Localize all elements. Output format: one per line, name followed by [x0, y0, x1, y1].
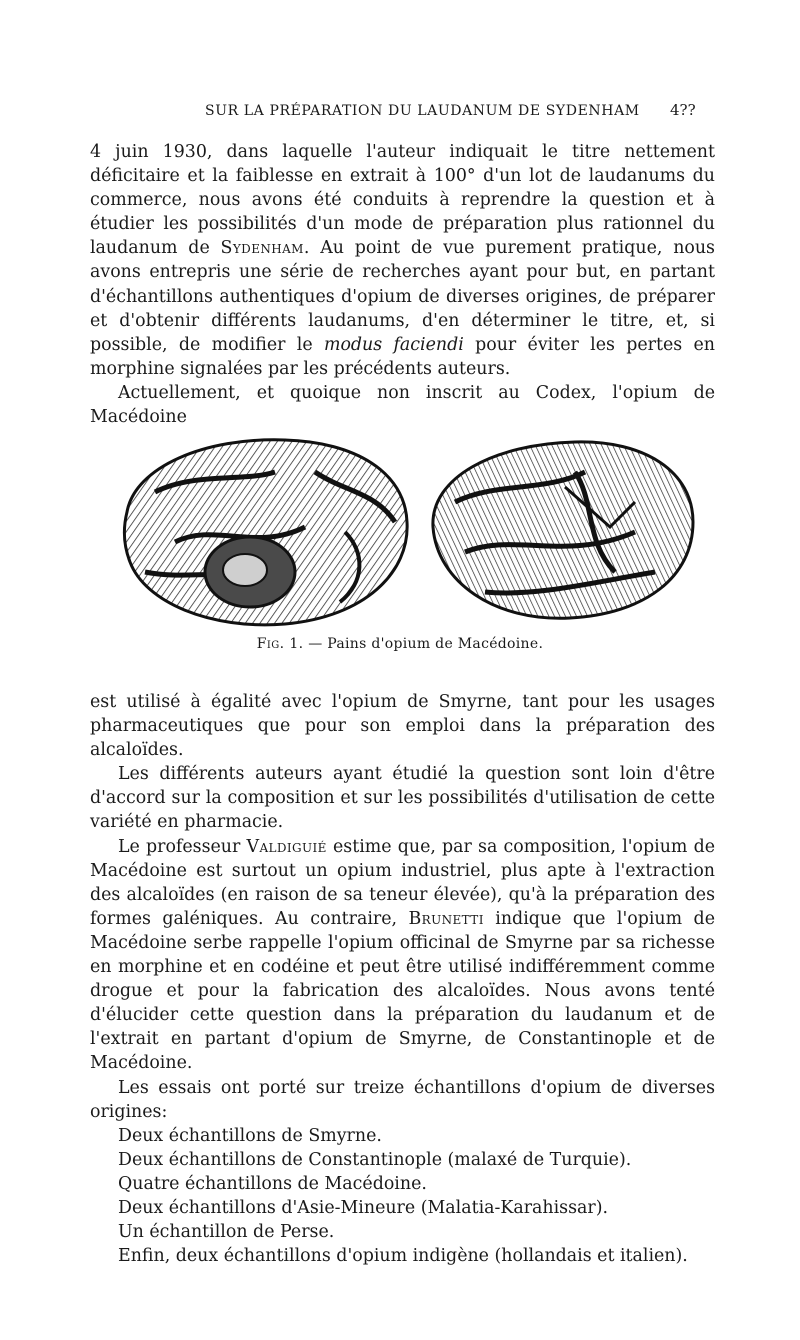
- right-opium-loaf: [433, 442, 693, 618]
- author-valdiguie: Valdiguié: [246, 836, 327, 857]
- figure-caption-text: Pains d'opium de Macédoine.: [327, 636, 544, 652]
- figure-caption-dash: —: [303, 636, 328, 652]
- paragraph-6: Les essais ont porté sur treize échantillons d'opium de diverses origines:: [90, 1077, 715, 1122]
- text-block-top: [90, 140, 715, 429]
- sample-item: Deux échantillons d'Asie-Mineure (Malatia-Karahissar).: [118, 1197, 609, 1218]
- paragraph-5-text-c: indique que l'opium de Macédoine serbe rappelle l'opium officinal de Smyrne par sa richesse en morphine et en codéine et peut être utilisé indifféremment comme drogue et pour la fabrication des alcaloïdes. Nous avons tenté d'élucider cette question dans la préparation du laudanum et de l'extrait en partant d'opium de Smyrne, de Constantinople et de Macédoine.: [90, 908, 715, 1074]
- sample-item: Quatre échantillons de Macédoine.: [118, 1173, 427, 1194]
- paragraph-2: Actuellement, et quoique non inscrit au Codex, l'opium de Macédoine: [90, 382, 715, 428]
- modus-faciendi: modus faciendi: [323, 334, 464, 355]
- page-number: 4??: [670, 101, 696, 119]
- running-head: SUR LA PRÉPARATION DU LAUDANUM DE SYDENHAM: [205, 103, 640, 119]
- paragraph-1-text-b: . Au point de vue purement pratique, nous avons entrepris une série de recherches ayant pour but, en partant d'échantillons authentiques d'opium de diverses origines, de préparer et d'obtenir différents laudanums, d'en déterminer le titre, et, si possible, de modifier le: [90, 238, 715, 355]
- paragraph-5-text-a: Le professeur: [118, 836, 247, 857]
- sample-item: Enfin, deux échantillons d'opium indigène (hollandais et italien).: [118, 1246, 688, 1267]
- paragraph-3: est utilisé à égalité avec l'opium de Smyrne, tant pour les usages pharmaceutiques que pour son emploi dans la préparation des alcaloïdes.: [90, 692, 715, 761]
- sample-item: Un échantillon de Perse.: [118, 1222, 335, 1243]
- paragraph-1-text-c: pour éviter les pertes en morphine signalées par les précédents auteurs.: [90, 334, 715, 379]
- author-sydenham: Sydenham: [220, 238, 304, 259]
- paragraph-1-text-a: 4 juin 1930, dans laquelle l'auteur indiquait le titre nettement déficitaire et la faiblesse en extrait à 100° d'un lot de laudanums du commerce, nous avons été conduits à reprendre la question et à étudier les possibilités d'un mode de préparation plus rationnel du laudanum de: [90, 142, 715, 259]
- sample-item: Deux échantillons de Constantinople (malaxé de Turquie).: [118, 1149, 632, 1170]
- figure-label: Fig. 1.: [256, 636, 304, 652]
- paragraph-5-text-b: estime que, par sa composition, l'opium de Macédoine est surtout un opium industriel, plus apte à l'extraction des alcaloïdes (en raison de sa teneur élevée), qu'à la préparation des formes galéniques. Au contraire,: [90, 836, 715, 929]
- opium-loaves-illustration: [115, 432, 695, 632]
- author-brunetti: Brunetti: [408, 908, 484, 929]
- left-opium-loaf: [124, 440, 407, 625]
- sample-item: Deux échantillons de Smyrne.: [118, 1125, 382, 1146]
- figure-caption: [0, 636, 800, 652]
- paragraph-5: [90, 835, 715, 1076]
- figure-opium-loaves: [115, 432, 695, 632]
- paragraph-4: Les différents auteurs ayant étudié la question sont loin d'être d'accord sur la composition et sur les possibilités d'utilisation de cette variété en pharmacie.: [90, 764, 715, 833]
- paragraph-1: [90, 140, 715, 381]
- text-block-bottom: [90, 690, 715, 1268]
